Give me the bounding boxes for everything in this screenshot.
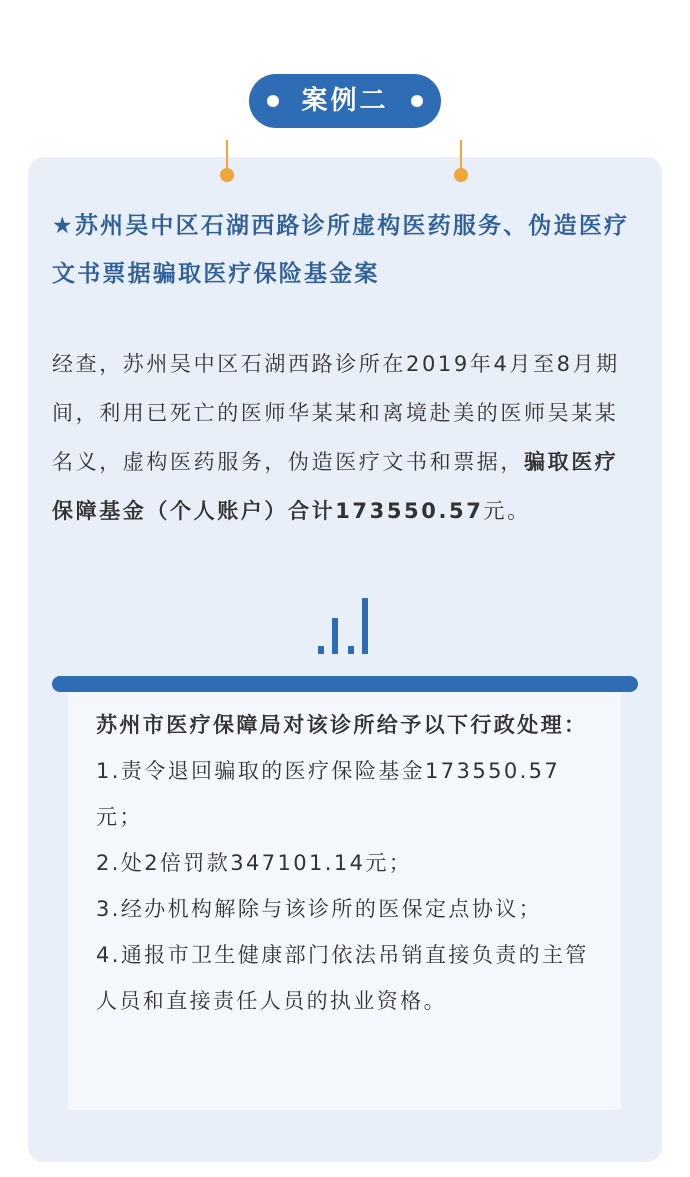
bar-icon-segment	[318, 646, 324, 654]
case-title: ★苏州吴中区石湖西路诊所虚构医药服务、伪造医疗文书票据骗取医疗保险基金案	[52, 213, 630, 287]
bar-chart-icon	[318, 598, 374, 654]
bar-icon-segment	[332, 618, 338, 654]
bar-icon-segment	[362, 598, 368, 654]
case-body-intro: 经查，苏州吴中区石湖西路诊所在2019年4月至8月期间，利用已死亡的医师华某某和离境赴美的医师吴某某名义，虚构医药服务，伪造医疗文书和票据，	[52, 352, 620, 474]
pin-dot-left	[220, 168, 234, 182]
case-body-amount: 骗取医疗保障基金（个人账户）合计173550.57	[52, 450, 619, 523]
penalty-item: 4.通报市卫生健康部门依法吊销直接负责的主管人员和直接责任人员的执业资格。	[96, 943, 589, 1013]
penalty-item: 1.责令退回骗取的医疗保险基金173550.57元；	[96, 759, 561, 829]
pin-dot-right	[454, 168, 468, 182]
penalty-list	[96, 702, 596, 1024]
badge-dot-right	[411, 95, 423, 107]
case-badge-label: 案例二	[301, 86, 389, 116]
case-body	[52, 340, 640, 536]
case-body-end: 元。	[483, 499, 531, 523]
penalty-item: 2.处2倍罚款347101.14元；	[96, 851, 413, 875]
penalty-item: 3.经办机构解除与该诊所的医保定点协议；	[96, 897, 543, 921]
bar-icon-segment	[348, 646, 354, 654]
penalty-heading: 苏州市医疗保障局对该诊所给予以下行政处理：	[96, 713, 588, 737]
case-badge	[249, 74, 441, 128]
scroll-rod-divider	[52, 676, 638, 692]
